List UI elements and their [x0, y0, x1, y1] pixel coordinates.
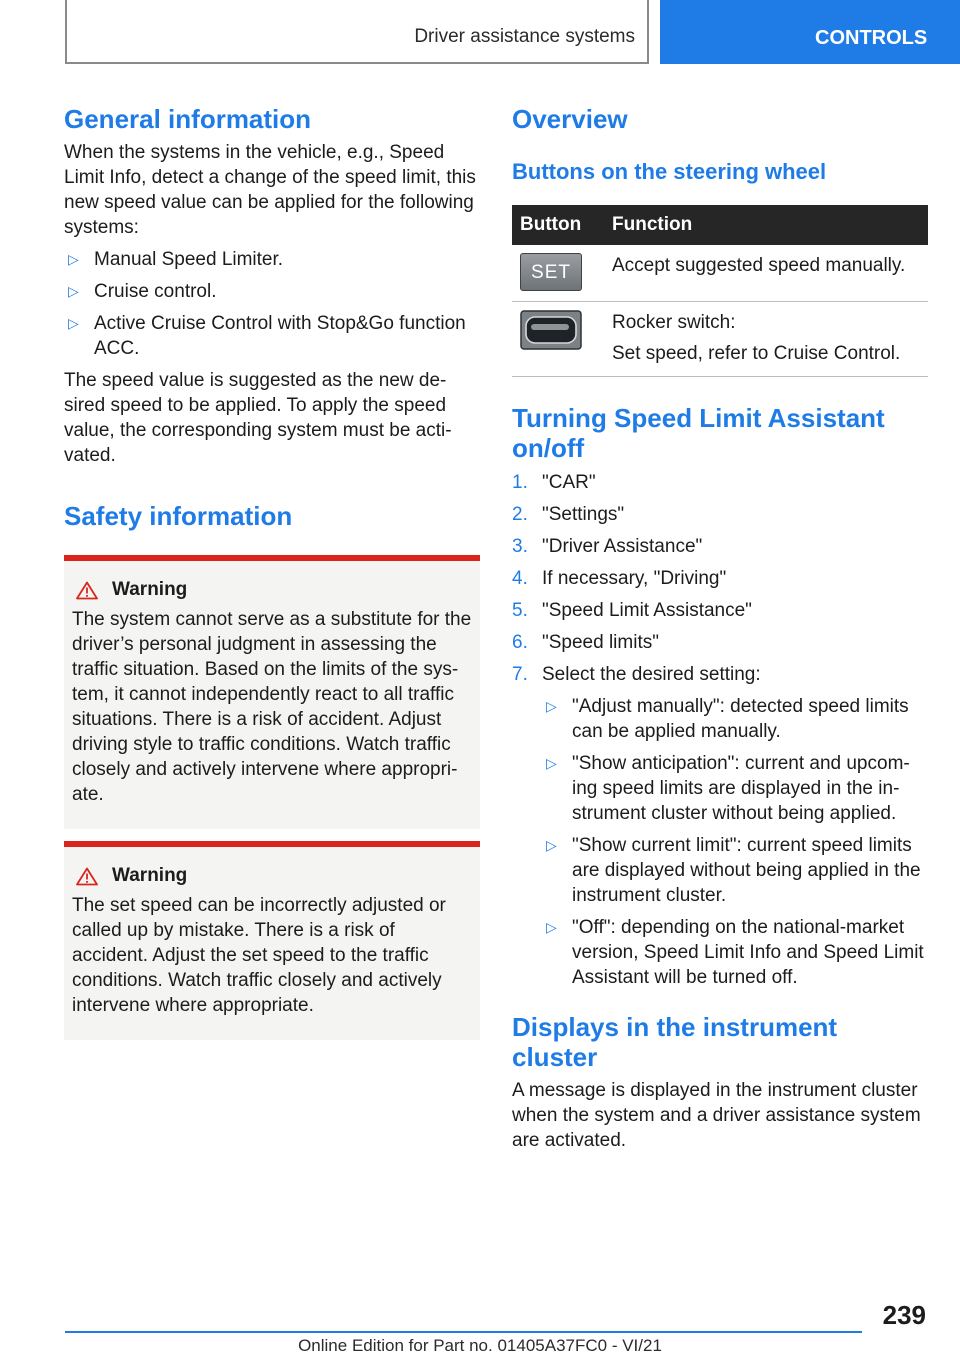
warning-text: The system cannot serve as a substitute for the driver’s personal judgment in assessing the traffic situation. Based on the limits of the sys-tem, it cannot independently react to all traffic situations. There is a risk of accident. Adjust driving style to traffic conditions. Watch traffic closely and actively intervene where appropri-ate.: [72, 609, 472, 805]
list-item: ▷ "Off": depending on the national-market version, Speed Limit Info and Speed Limit Assistant will be turned off.: [546, 917, 924, 988]
list-item: ▷ "Show current limit": current speed limits are displayed without being applied in the instrument cluster.: [546, 835, 921, 906]
table-row: [512, 245, 928, 302]
safety-information-heading: Safety information: [64, 501, 293, 531]
set-button-icon: SET: [520, 253, 582, 291]
triangle-right-icon: ▷: [68, 283, 79, 299]
footer-divider: [65, 1331, 862, 1333]
general-outro: The speed value is suggested as the new de-sired speed to be applied. To apply the speed value, the corresponding system must be acti-vated.: [64, 370, 452, 466]
list-item: 4. If necessary, "Driving": [512, 568, 727, 589]
overview-heading: Overview: [512, 104, 628, 134]
left-column: [64, 100, 480, 1040]
column-header-function: Function: [604, 205, 928, 245]
table-row: [512, 302, 928, 377]
list-item: 3. "Driver Assistance": [512, 536, 703, 557]
list-item: ▷ Cruise control.: [68, 281, 217, 302]
buttons-subheading: Buttons on the steering wheel: [512, 159, 827, 184]
steps-list: [512, 470, 928, 990]
page-number: 239: [882, 1300, 926, 1330]
section-title: Driver assistance systems: [414, 26, 635, 47]
system-list: [64, 247, 480, 361]
list-item: ▷ Manual Speed Limiter.: [68, 249, 284, 270]
column-header-button: Button: [512, 205, 604, 245]
turning-speed-limit-assistant-heading: Turning Speed Limit Assistant on/off: [512, 403, 885, 463]
header-chapter-tab: [660, 0, 960, 64]
warning-title: Warning: [76, 579, 472, 601]
rocker-switch-icon: [520, 310, 582, 350]
warning-triangle-icon: [76, 867, 98, 886]
list-item: 5. "Speed Limit Assistance": [512, 600, 752, 621]
general-information-heading: General information: [64, 104, 312, 134]
list-item: ▷ Active Cruise Control with Stop&Go function ACC.: [68, 313, 466, 359]
warning-box: [64, 555, 480, 829]
triangle-right-icon: ▷: [68, 251, 79, 267]
header-section-tab: [65, 0, 649, 64]
button-cell: [512, 245, 604, 302]
triangle-right-icon: ▷: [546, 755, 557, 771]
general-intro: When the systems in the vehicle, e.g., Speed Limit Info, detect a change of the speed limit, this new speed value can be applied for the following systems:: [64, 142, 476, 238]
warning-triangle-icon: [76, 581, 98, 600]
displays-text: A message is displayed in the instrument cluster when the system and a driver assistance system are activated.: [512, 1080, 921, 1151]
list-item: ▷ "Adjust manually": detected speed limits can be applied manually.: [546, 696, 909, 742]
function-cell: Rocker switch: Set speed, refer to Cruise Control.: [604, 302, 928, 377]
buttons-table: [512, 205, 928, 377]
list-item: 2. "Settings": [512, 504, 625, 525]
triangle-right-icon: ▷: [68, 315, 79, 331]
table-header-row: [512, 205, 928, 245]
chapter-title: CONTROLS: [815, 26, 928, 49]
displays-heading: Displays in the instrument cluster: [512, 1012, 838, 1072]
triangle-right-icon: ▷: [546, 837, 557, 853]
list-item: 6. "Speed limits": [512, 632, 659, 653]
list-item: 1. "CAR": [512, 472, 596, 493]
footer-edition: Online Edition for Part no. 01405A37FC0 - VI/21: [298, 1336, 662, 1355]
setting-options-list: [542, 694, 928, 990]
right-column: [512, 100, 928, 1153]
warning-title: Warning: [76, 865, 472, 887]
list-item: ▷ "Show anticipation": current and upcom-ing speed limits are displayed in the in-strument cluster without being applied.: [546, 753, 910, 824]
list-item: 7. Select the desired setting: ▷ "Adjust manually": detected speed limits can be applied manually. ▷ "Show anticipation": current and upcom-ing speed limits are displayed in the in-strument cluster without being applied. ▷ "Show current limit": current speed limits are displayed without being applied in the instrument cluster. ▷ "Off": depending on the national-market version, Speed Limit Info and Speed Limit Assistant will be turned off.: [512, 662, 928, 990]
warning-box: [64, 841, 480, 1040]
function-cell: Accept suggested speed manually.: [604, 245, 928, 302]
triangle-right-icon: ▷: [546, 698, 557, 714]
triangle-right-icon: ▷: [546, 919, 557, 935]
warning-text: The set speed can be incorrectly adjusted or called up by mistake. There is a risk of accident. Adjust the set speed to the traffic conditions. Watch traffic closely and actively intervene where appropriate.: [72, 895, 446, 1016]
button-cell: [512, 302, 604, 377]
